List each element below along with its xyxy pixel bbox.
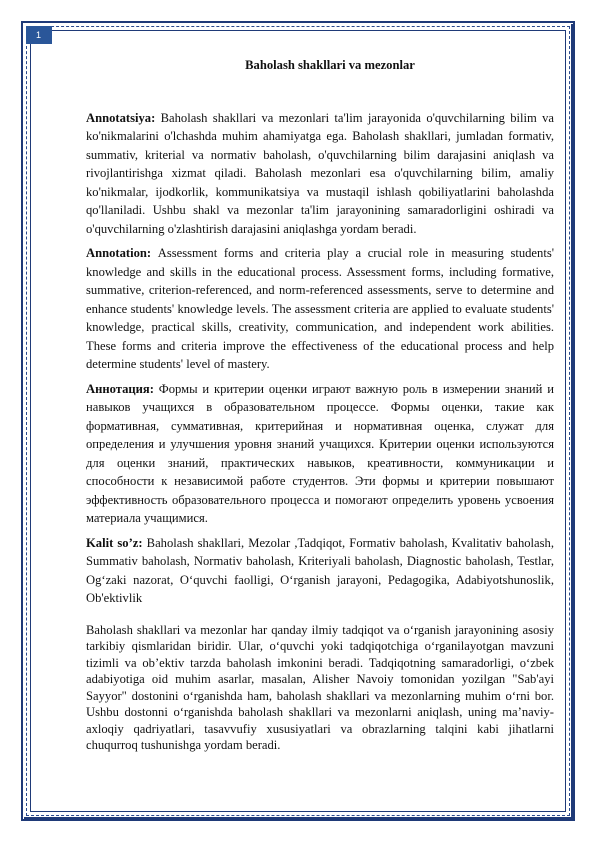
abstract-english <box>86 244 554 374</box>
abstract-uzbek <box>86 109 554 239</box>
body-paragraph: Baholash shakllari va mezonlar har qanday ilmiy tadqiqot va oʻrganish jarayonining asosiy tarkibiy qismlaridan biridir. Ular, oʻquvchi yoki tadqiqotchiga oʻrganilayotgan mavzuni tizimli va obʼektiv tarzda baholash imkonini beradi. Tadqiqotning samaradorligi, oʻzbek adabiyotiga oid muhim asarlar, masalan, Alisher Navoiy tomonidan yozilgan "Sab'ayi Sayyor" dostonini oʻrganishda ham, baholash shakllari va mezonlarning muhim oʻrni bor. Ushbu dostonni oʻrganishda baholash shakllari va mezonlarni aniqlash, uning maʼnaviy-axloqiy qadriyatlari, tasavvufiy xususiyatlari va obrazlarning talqini kabi jihatlarni chuqurroq tushunishga yordam beradi. <box>86 622 554 752</box>
keywords-text: Baholash shakllari, Mezolar ,Tadqiqot, Formativ baholash, Kvalitativ baholash, Summativ baholash, Normativ baholash, Kriteriyali baholash, Diagnostic baholash, Testlar, Ogʻzaki nazorat, Oʻquvchi faolligi, Oʻrganish jarayoni, Pedagogika, Adabiyotshunoslik, Ob'ektivlik <box>86 535 554 605</box>
abstract-russian-text: Формы и критерии оценки играют важную роль в измерении знаний и навыков учащихся в образовательном процессе. Формы оценки, такие как формативная, суммативная, критерийная и нормативная оценка, служат для определения и улучшения уровня знаний учащихся. Критерии оценки используются для оценки знаний, практических навыков, креативности, коммуникации и способности к независимой работе студентов. Эти формы и критерии повышают эффективность образовательного процесса и помогают определить уровень усвоения материала учащимися. <box>86 381 554 525</box>
abstract-uzbek-label: Annotatsiya: <box>86 110 161 125</box>
page-border-shadow-bottom <box>24 817 574 820</box>
abstract-english-label: Annotation: <box>86 246 158 260</box>
keywords-label: Kalit so’z: <box>86 535 147 550</box>
page-title: Baholash shakllari va mezonlar <box>245 58 415 72</box>
abstract-english-text: Assessment forms and criteria play a crucial role in measuring students' knowledge and skills in the educational process. Assessment forms, including formative, summative, criterion-referenced, and norm-referenced assessments, serve to determine and enhance students' knowledge levels. The assessment criteria are applied to evaluate students' knowledge, practical skills, creativity, communication, and independent work abilities. These forms and criteria improve the effectiveness of the educational process and help determine students' level of mastery. <box>86 246 554 371</box>
page-border-shadow-right <box>571 24 574 820</box>
page-number: 1 <box>26 26 52 44</box>
abstract-russian-label: Аннотация: <box>86 381 159 396</box>
abstract-russian <box>86 380 554 528</box>
document-content <box>86 56 554 760</box>
abstract-uzbek-text: Baholash shakllari va mezonlari ta'lim jarayonida o'quvchilarning bilim va ko'nikmalarini o'lchashda muhim ahamiyatga ega. Baholash shakllari, jumladan formativ, summativ, kriterial va normativ baholash, o'quvchilarning bilim darajasini aniqlash va rivojlantirishga xizmat qiladi. Baholash mezonlari esa o'quvchilarning bilim, amaliy ko'nikmalar, ijodkorlik, kommunikatsiya va mustaqil ishlash qobiliyatlarini baholashda qo'llaniladi. Ushbu shakl va mezonlar ta'lim jarayonining samaradorligini oshiradi va o'quvchilarning o'zlashtirish darajasini aniqlashga yordam beradi. <box>86 110 555 236</box>
keywords <box>86 534 554 608</box>
